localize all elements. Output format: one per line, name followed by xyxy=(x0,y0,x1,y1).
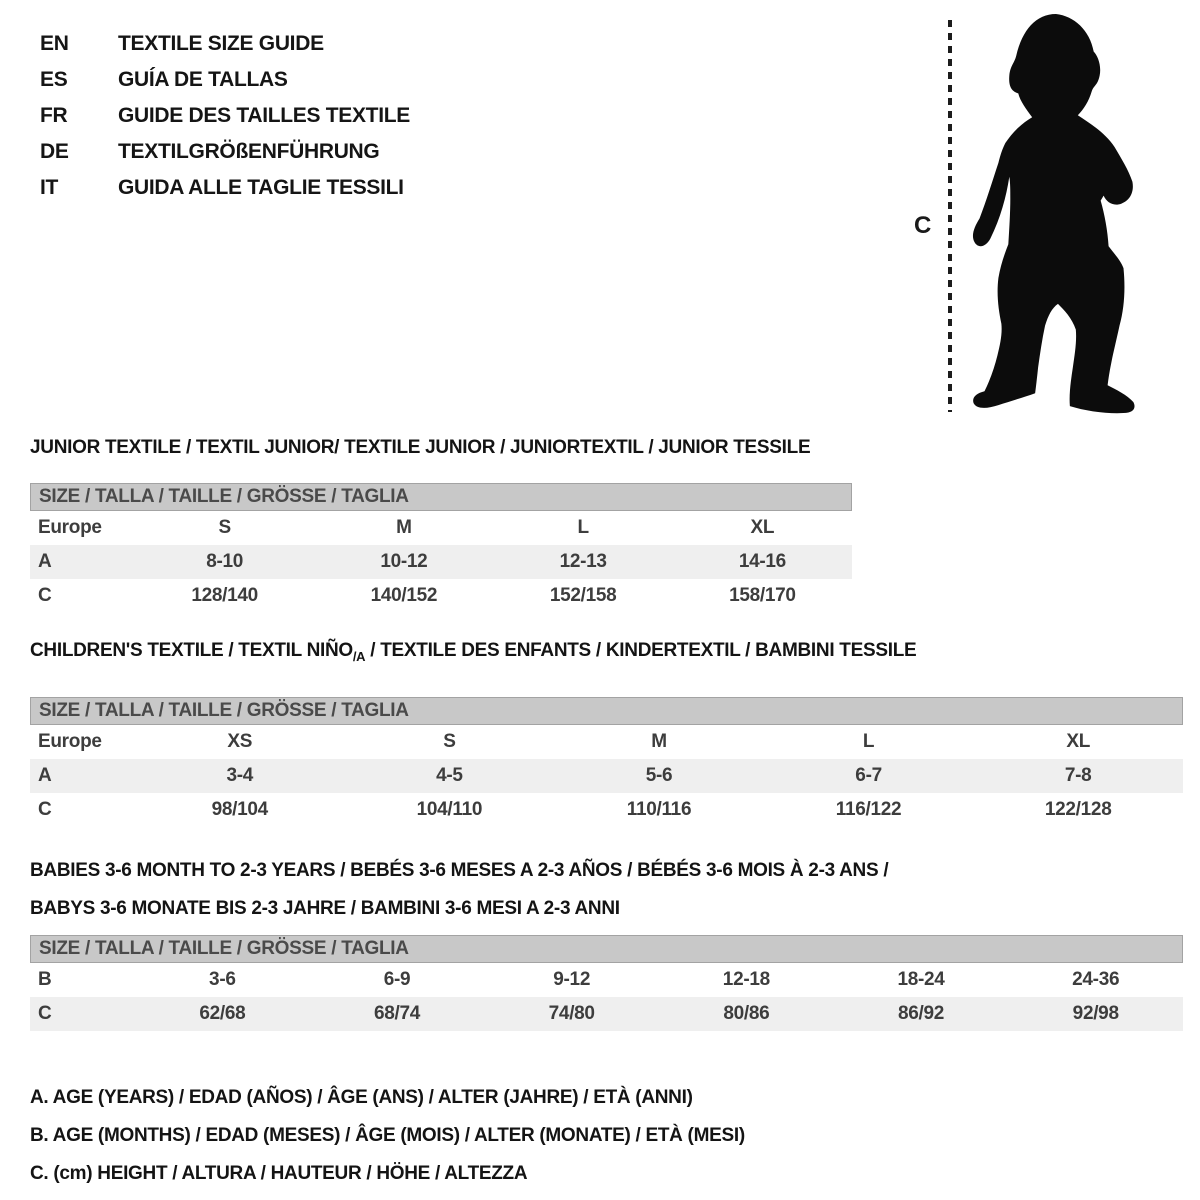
language-header xyxy=(40,26,410,206)
measure-c-label: C xyxy=(914,212,932,239)
height-cell: 158/170 xyxy=(729,585,796,606)
children-size-table xyxy=(30,697,1183,827)
language-row xyxy=(40,98,410,134)
months-cell: 3-6 xyxy=(209,968,236,990)
row-label: A xyxy=(38,764,52,786)
language-code: IT xyxy=(40,176,59,199)
children-title-part2: / TEXTILE DES ENFANTS / KINDERTEXTIL / BAMBINI TESSILE xyxy=(365,640,917,661)
height-cell: 128/140 xyxy=(191,585,258,606)
dashed-measure-line xyxy=(948,20,952,412)
size-cell: L xyxy=(577,517,589,538)
language-title: GUIDA ALLE TAGLIE TESSILI xyxy=(118,176,404,199)
height-cell: 152/158 xyxy=(549,585,617,606)
row-label: B xyxy=(38,968,52,990)
height-cell: 86/92 xyxy=(898,1002,945,1024)
height-cell: 140/152 xyxy=(370,585,438,606)
language-title: GUIDE DES TAILLES TEXTILE xyxy=(118,104,410,127)
table-row-height xyxy=(30,579,852,613)
size-header-bar: SIZE / TALLA / TAILLE / GRÖSSE / TAGLIA xyxy=(30,935,1183,963)
children-title-sub: /A xyxy=(352,648,366,664)
size-cell: S xyxy=(218,517,231,538)
months-cell: 6-9 xyxy=(383,968,411,990)
row-label: C xyxy=(38,1002,52,1024)
table-row-age xyxy=(30,545,852,579)
baby-silhouette-icon xyxy=(958,8,1148,420)
legend-line-b: B. AGE (MONTHS) / EDAD (MESES) / ÂGE (MOIS) / ALTER (MONATE) / ETÀ (MESI) xyxy=(30,1124,745,1146)
age-cell: 14-16 xyxy=(738,551,786,572)
junior-section-title: JUNIOR TEXTILE / TEXTIL JUNIOR/ TEXTILE JUNIOR / JUNIORTEXTIL / JUNIOR TESSILE xyxy=(30,437,811,458)
language-code: EN xyxy=(40,32,69,55)
junior-size-table xyxy=(30,483,852,613)
table-row-height xyxy=(30,793,1183,827)
size-cell: M xyxy=(651,730,667,752)
legend-line-c: C. (cm) HEIGHT / ALTURA / HAUTEUR / HÖHE / ALTEZZA xyxy=(30,1162,528,1184)
babies-title-line1: BABIES 3-6 MONTH TO 2-3 YEARS / BEBÉS 3-6 MESES A 2-3 AÑOS / BÉBÉS 3-6 MOIS À 2-3 ANS / xyxy=(30,859,889,881)
height-cell: 62/68 xyxy=(199,1002,246,1024)
row-label: Europe xyxy=(38,517,102,538)
row-label: C xyxy=(38,798,52,820)
months-cell: 24-36 xyxy=(1072,968,1120,990)
language-title: TEXTILE SIZE GUIDE xyxy=(118,32,324,55)
babies-size-table xyxy=(30,935,1183,1031)
size-cell: S xyxy=(443,730,456,752)
size-header-bar: SIZE / TALLA / TAILLE / GRÖSSE / TAGLIA xyxy=(30,483,852,511)
row-label: Europe xyxy=(38,730,102,752)
age-cell: 3-4 xyxy=(226,764,254,786)
language-title: TEXTILGRÖßENFÜHRUNG xyxy=(118,140,380,163)
age-cell: 4-5 xyxy=(436,764,463,786)
table-row-europe xyxy=(30,725,1183,759)
size-cell: M xyxy=(396,517,412,538)
months-cell: 9-12 xyxy=(553,968,591,990)
height-cell: 122/128 xyxy=(1044,798,1112,820)
size-cell: XL xyxy=(750,517,775,538)
legend-line-a: A. AGE (YEARS) / EDAD (AÑOS) / ÂGE (ANS) / ALTER (JAHRE) / ETÀ (ANNI) xyxy=(30,1086,693,1108)
age-cell: 10-12 xyxy=(380,551,428,572)
months-cell: 18-24 xyxy=(897,968,945,990)
language-code: DE xyxy=(40,140,69,163)
table-row-age xyxy=(30,759,1183,793)
height-cell: 110/116 xyxy=(626,798,692,820)
babies-section-title xyxy=(30,852,1183,928)
language-title: GUÍA DE TALLAS xyxy=(118,68,288,91)
row-label: A xyxy=(38,551,52,572)
height-cell: 68/74 xyxy=(373,1002,421,1024)
height-cell: 104/110 xyxy=(416,798,483,820)
language-row xyxy=(40,26,410,62)
table-row-height xyxy=(30,997,1183,1031)
age-cell: 12-13 xyxy=(559,551,607,572)
row-label: C xyxy=(38,585,52,606)
age-cell: 8-10 xyxy=(206,551,244,572)
children-section-title xyxy=(30,640,1183,668)
language-row xyxy=(40,170,410,206)
children-title-part1: CHILDREN'S TEXTILE / TEXTIL NIÑO xyxy=(30,640,353,661)
language-code: FR xyxy=(40,104,68,127)
language-row xyxy=(40,134,410,170)
age-cell: 7-8 xyxy=(1064,764,1092,786)
height-cell: 92/98 xyxy=(1072,1002,1119,1024)
legend xyxy=(30,1079,1183,1193)
height-measure-figure xyxy=(900,0,1200,430)
language-row xyxy=(40,62,410,98)
height-cell: 98/104 xyxy=(211,798,268,820)
height-cell: 116/122 xyxy=(835,798,902,820)
size-header-bar: SIZE / TALLA / TAILLE / GRÖSSE / TAGLIA xyxy=(30,697,1183,725)
size-cell: XL xyxy=(1066,730,1091,752)
babies-title-line2: BABYS 3-6 MONATE BIS 2-3 JAHRE / BAMBINI 3-6 MESI A 2-3 ANNI xyxy=(30,897,620,919)
size-cell: L xyxy=(862,730,875,752)
size-cell: XS xyxy=(227,730,253,752)
table-row-months xyxy=(30,963,1183,997)
table-row-europe xyxy=(30,511,852,545)
age-cell: 6-7 xyxy=(855,764,882,786)
height-cell: 80/86 xyxy=(723,1002,770,1024)
language-code: ES xyxy=(40,68,68,91)
height-cell: 74/80 xyxy=(548,1002,595,1024)
size-guide-content xyxy=(30,437,1183,1193)
age-cell: 5-6 xyxy=(645,764,673,786)
months-cell: 12-18 xyxy=(722,968,770,990)
